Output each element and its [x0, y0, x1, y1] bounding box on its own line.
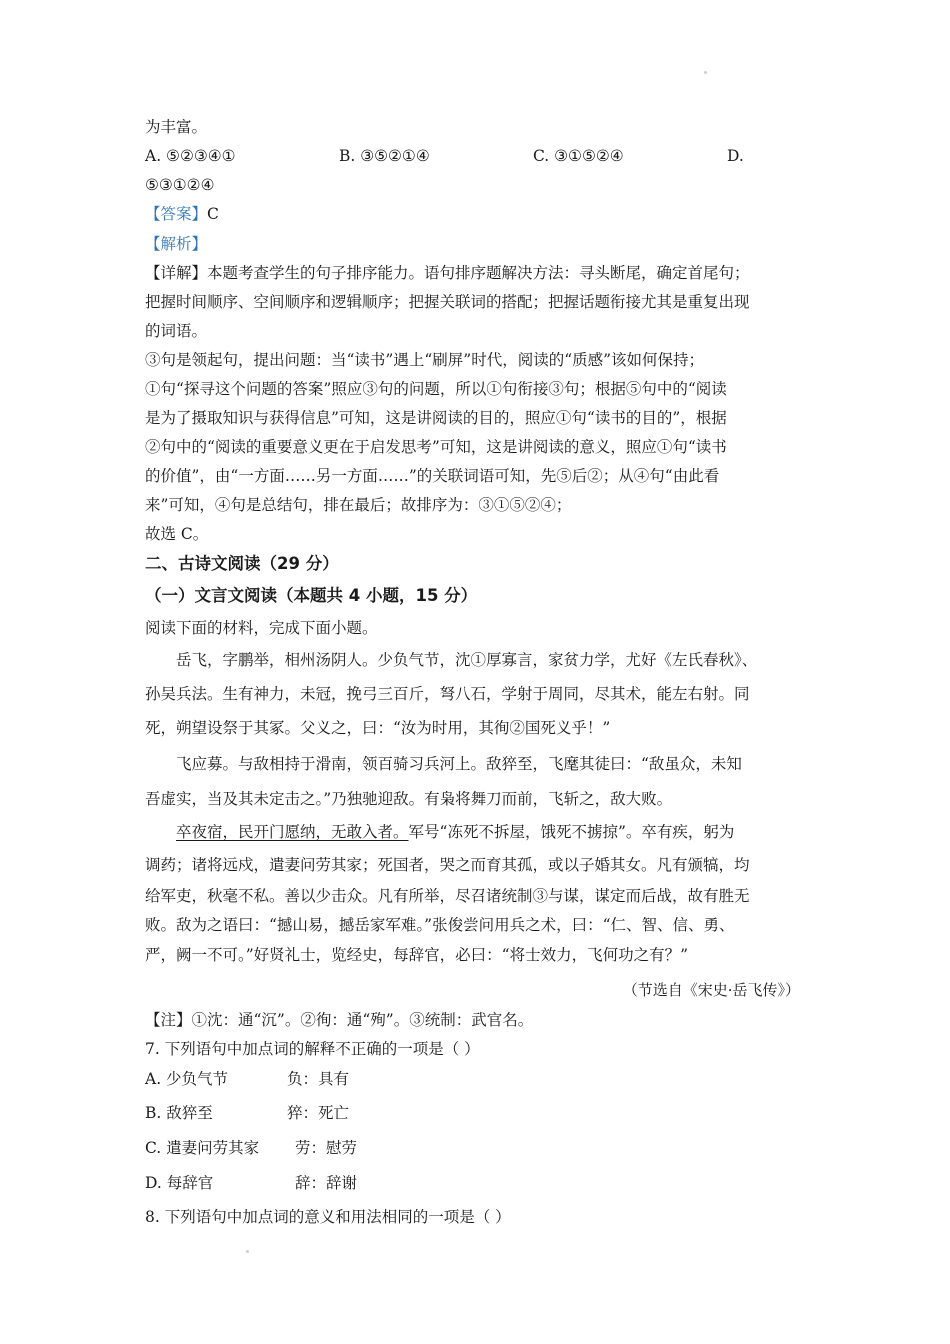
q7-option-b: B. 敌猝至 [145, 1104, 213, 1122]
passage-line: 飞应募。与敌相持于滑南，领百骑习兵河上。敌猝至，飞麾其徒曰：“敌虽众，未知 [176, 755, 742, 773]
q7-option-d-expl: 辞：辞谢 [295, 1174, 358, 1192]
q7-option-b-expl: 猝：死亡 [287, 1104, 350, 1122]
q6-option-d: D. [727, 147, 744, 165]
passage-line: 调药；诸将远戍，遣妻问劳其家；死国者，哭之而育其孤，或以子婚其女。凡有颁犒，均 [145, 856, 750, 874]
answer-tag: 【答案】 [145, 205, 208, 223]
q7-option-c-expl: 劳：慰劳 [295, 1139, 358, 1157]
q7-option-c: C. 遣妻问劳其家 [145, 1139, 260, 1157]
q6-option-a: A. ⑤②③④① [145, 147, 236, 165]
passage-line: 岳飞，字鹏举，相州汤阴人。少负气节，沈①厚寡言，家贫力学，尤好《左氏春秋》、 [176, 651, 758, 669]
passage-line: 孙吴兵法。生有神力，未冠，挽弓三百斤，弩八石，学射于周同，尽其术，能左右射。同 [145, 685, 750, 703]
q7-option-a: A. 少负气节 [145, 1070, 229, 1088]
passage-line: 败。敌为之语曰：“撼山易，撼岳家军难。”张俊尝问用兵之术，曰：“仁、智、信、勇、 [145, 916, 735, 934]
analysis-tag: 【解析】 [145, 235, 208, 253]
section-title: 二、古诗文阅读（29 分） [145, 554, 339, 573]
answer-line [145, 204, 219, 224]
detail-line: ①句“探寻这个问题的答案”照应③句的问题，所以①句衔接③句；根据⑤句中的“阅读 [145, 380, 727, 398]
subsection-title: （一）文言文阅读（本题共 4 小题，15 分） [145, 586, 478, 605]
detail-line: 的价值”，由“一方面……另一方面……”的关联词语可知，先⑤后②；从④句“由此看 [145, 467, 720, 485]
q6-option-c: C. ③①⑤②④ [533, 147, 624, 165]
passage-text: 军号“冻死不拆屋，饿死不掳掠”。卒有疾，躬为 [408, 823, 735, 841]
source-citation: （节选自《宋史·岳飞传》） [622, 981, 800, 999]
q6-option-d-cont: ⑤③①②④ [145, 176, 215, 194]
detail-line: 【详解】本题考查学生的句子排序能力。语句排序题解决方法：寻头断尾，确定首尾句； [145, 264, 750, 282]
detail-line: ③句是领起句，提出问题：当“读书”遇上“刷屏”时代，阅读的“质感”该如何保持； [145, 351, 705, 369]
q7-option-d: D. 每辞官 [145, 1174, 214, 1192]
scan-dot [246, 1250, 249, 1253]
detail-line: 的词语。 [145, 322, 208, 340]
detail-line: 把握时间顺序、空间顺序和逻辑顺序；把握关联词的搭配；把握话题衔接尤其是重复出现 [145, 293, 750, 311]
underlined-sentence: 卒夜宿，民开门愿纳，无敢入者。 [176, 823, 409, 841]
detail-line: 来”可知，④句是总结句，排在最后；故排序为：③①⑤②④； [145, 496, 572, 514]
q7-option-a-expl: 负：具有 [287, 1070, 350, 1088]
q6-tail: 为丰富。 [145, 118, 208, 136]
answer-value: C [207, 205, 219, 223]
passage-line: 死，朔望设祭于其冢。父义之，曰：“汝为时用，其徇②国死义乎！” [145, 719, 611, 737]
q7-stem: 7. 下列语句中加点词的解释不正确的一项是（ ） [145, 1040, 480, 1058]
q6-option-b: B. ③⑤②①④ [339, 147, 430, 165]
passage-line: 吾虚实，当及其未定击之。”乃独驰迎敌。有枭将舞刀而前，飞斩之，敌大败。 [145, 790, 673, 808]
scan-dot [704, 71, 707, 74]
passage-line: 给军吏，秋毫不私。善以少击众。凡有所举，尽召诸统制③与谋，谋定而后战，故有胜无 [145, 887, 750, 905]
detail-line: 是为了摄取知识与获得信息”可知，这是讲阅读的目的，照应①句“读书的目的”，根据 [145, 409, 727, 427]
instruction: 阅读下面的材料，完成下面小题。 [145, 619, 378, 637]
annotation-note: 【注】①沈：通“沉”。②徇：通“殉”。③统制：武官名。 [145, 1011, 534, 1029]
passage-line [176, 822, 734, 842]
detail-line: 故选 C。 [145, 525, 209, 543]
passage-line: 严，阙一不可。”好贤礼士，览经史，每辞官，必曰：“将士效力，飞何功之有？” [145, 946, 689, 964]
q8-stem: 8. 下列语句中加点词的意义和用法相同的一项是（ ） [145, 1208, 511, 1226]
detail-line: ②句中的“阅读的重要意义更在于启发思考”可知，这是讲阅读的意义，照应①句“读书 [145, 438, 727, 456]
